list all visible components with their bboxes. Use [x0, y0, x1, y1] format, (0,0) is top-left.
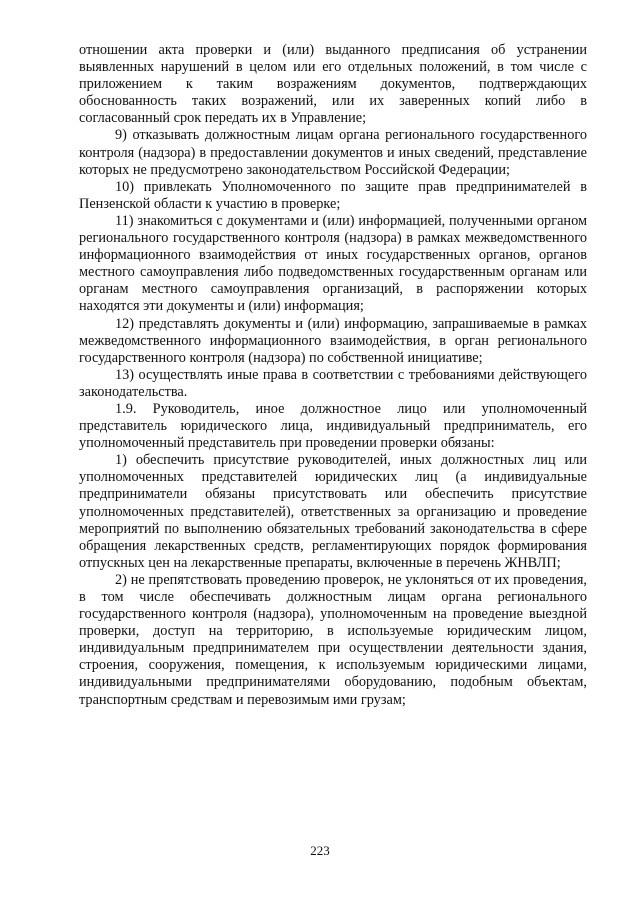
- paragraph-section-1-9: 1.9. Руководитель, иное должностное лицо или уполномоченный представитель юридического лица, индивидуальный предприниматель, его уполномоченный представитель при проведении проверки обязаны:: [79, 400, 587, 452]
- page-number: 223: [310, 843, 330, 858]
- paragraph-item-10: 10) привлекать Уполномоченного по защите прав предпринимателей в Пензенской области к участию в проверке;: [79, 178, 587, 212]
- paragraph-item-13: 13) осуществлять иные права в соответствии с требованиями действующего законодательства.: [79, 366, 587, 400]
- paragraph-duty-1: 1) обеспечить присутствие руководителей, иных должностных лиц или уполномоченных представителей юридических лиц (а индивидуальные предприниматели обязаны присутствовать или обеспечить присутствие уполномоченных представителей), ответственных за организацию и проведение мероприятий по выполнению обязательных требований законодательства в сфере обращения лекарственных средств, регламентирующих порядок формирования отпускных цен на лекарственные препараты, включенные в перечень ЖНВЛП;: [79, 452, 587, 571]
- paragraph-duty-2: 2) не препятствовать проведению проверок, не уклоняться от их проведения, в том числе обеспечивать должностным лицам органа регионального государственного контроля (надзора), уполномоченным на проведение выездной проверки, доступ на территорию, в используемые юридическим лицом, индивидуальным предпринимателем при осуществлении деятельности здания, строения, сооружения, помещения, к используемым юридическими лицами, индивидуальными предпринимателями оборудованию, подобным объектам, транспортным средствам и перевозимым ими грузам;: [79, 571, 587, 708]
- paragraph-item-12: 12) представлять документы и (или) информацию, запрашиваемые в рамках межведомственного информационного взаимодействия, в орган регионального государственного контроля (надзора) по собственной инициативе;: [79, 315, 587, 366]
- paragraph-item-9: 9) отказывать должностным лицам органа регионального государственного контроля (надзора) в предоставлении документов и иных сведений, представление которых не предусмотрено законодательством Российской Федерации;: [79, 127, 587, 178]
- paragraph-item-11: 11) знакомиться с документами и (или) информацией, полученными органом регионального государственного контроля (надзора) в рамках межведомственного информационного взаимодействия от иных государственных органов, органов местного самоуправления либо подведомственных государственным органам или органам местного самоуправления организаций, в распоряжении которых находятся эти документы и (или) информация;: [79, 212, 587, 315]
- paragraph-continuation: отношении акта проверки и (или) выданного предписания об устранении выявленных нарушений в целом или его отдельных положений, в том числе с приложением к таким возражениям документов, подтверждающих обоснованность таких возражений, или их заверенных копий либо в согласованный срок передать их в Управление;: [79, 42, 587, 127]
- document-body: [79, 42, 587, 709]
